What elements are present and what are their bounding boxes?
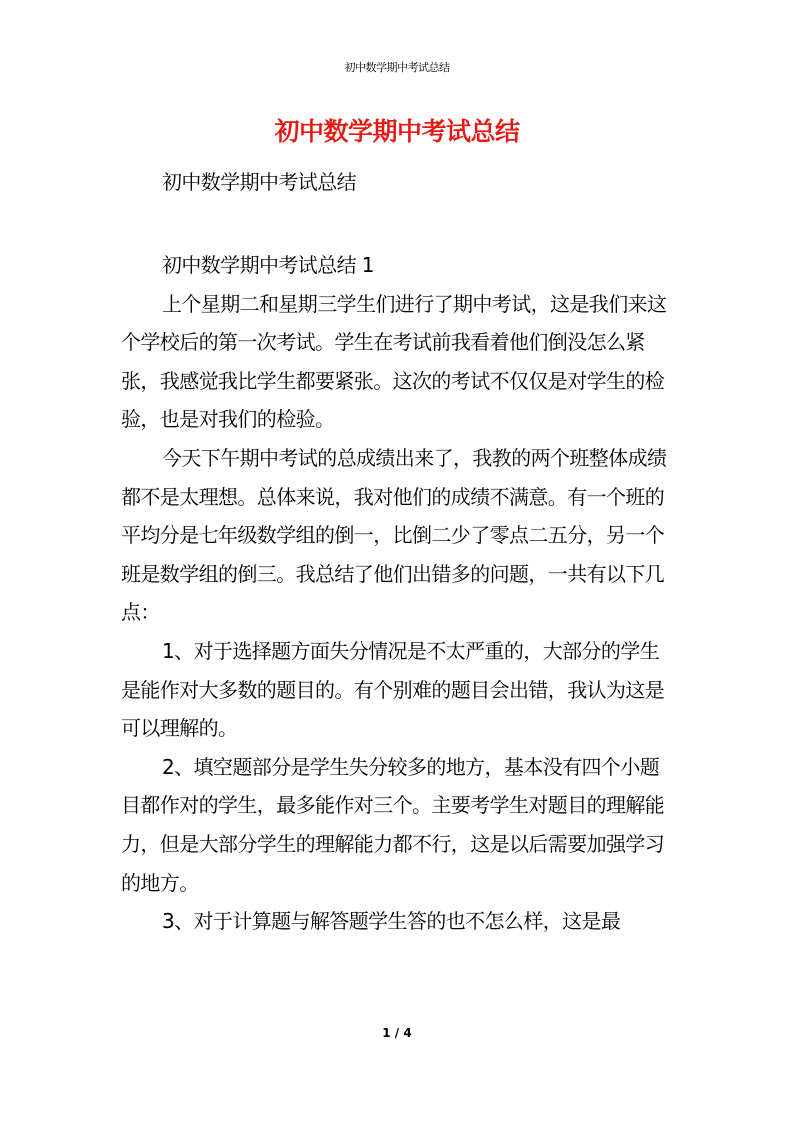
paragraph-5: 3、对于计算题与解答题学生答的也不怎么样，这是最 (162, 909, 621, 934)
paragraph-1: 上个星期二和星期三学生们进行了期中考试，这是我们来这个学校后的第一次考试。学生在考试前我看着他们倒没怎么紧张，我感觉我比学生都要紧张。这次的考试不仅仅是对学生的检验，也是对我们的检验。 (121, 291, 667, 432)
section-heading: 初中数学期中考试总结 1 (162, 253, 374, 277)
paragraph-4: 2、填空题部分是学生失分较多的地方，基本没有四个小题目都作对的学生，最多能作对三个。主要考学生对题目的理解能力，但是大部分学生的理解能力都不行，这是以后需要加强学习的地方。 (121, 754, 665, 895)
paragraph-3: 1、对于选择题方面失分情况是不太严重的，大部分的学生是能作对大多数的题目的。有个别难的题目会出错，我认为这是可以理解的。 (121, 638, 665, 741)
running-header: 初中数学期中考试总结 (344, 61, 450, 74)
subtitle-text: 初中数学期中考试总结 (162, 170, 356, 194)
paragraph-2: 今天下午期中考试的总成绩出来了，我教的两个班整体成绩都不是太理想。总体来说，我对他们的成绩不满意。有一个班的平均分是七年级数学组的倒一，比倒二少了零点二五分，另一个班是数学组的倒三。我总结了他们出错多的问题，一共有以下几点： (121, 445, 667, 625)
document-body (121, 246, 674, 941)
page-number: 1 / 4 (382, 1026, 412, 1040)
document-title: 初中数学期中考试总结 (274, 117, 520, 146)
document-subtitle (121, 163, 674, 202)
